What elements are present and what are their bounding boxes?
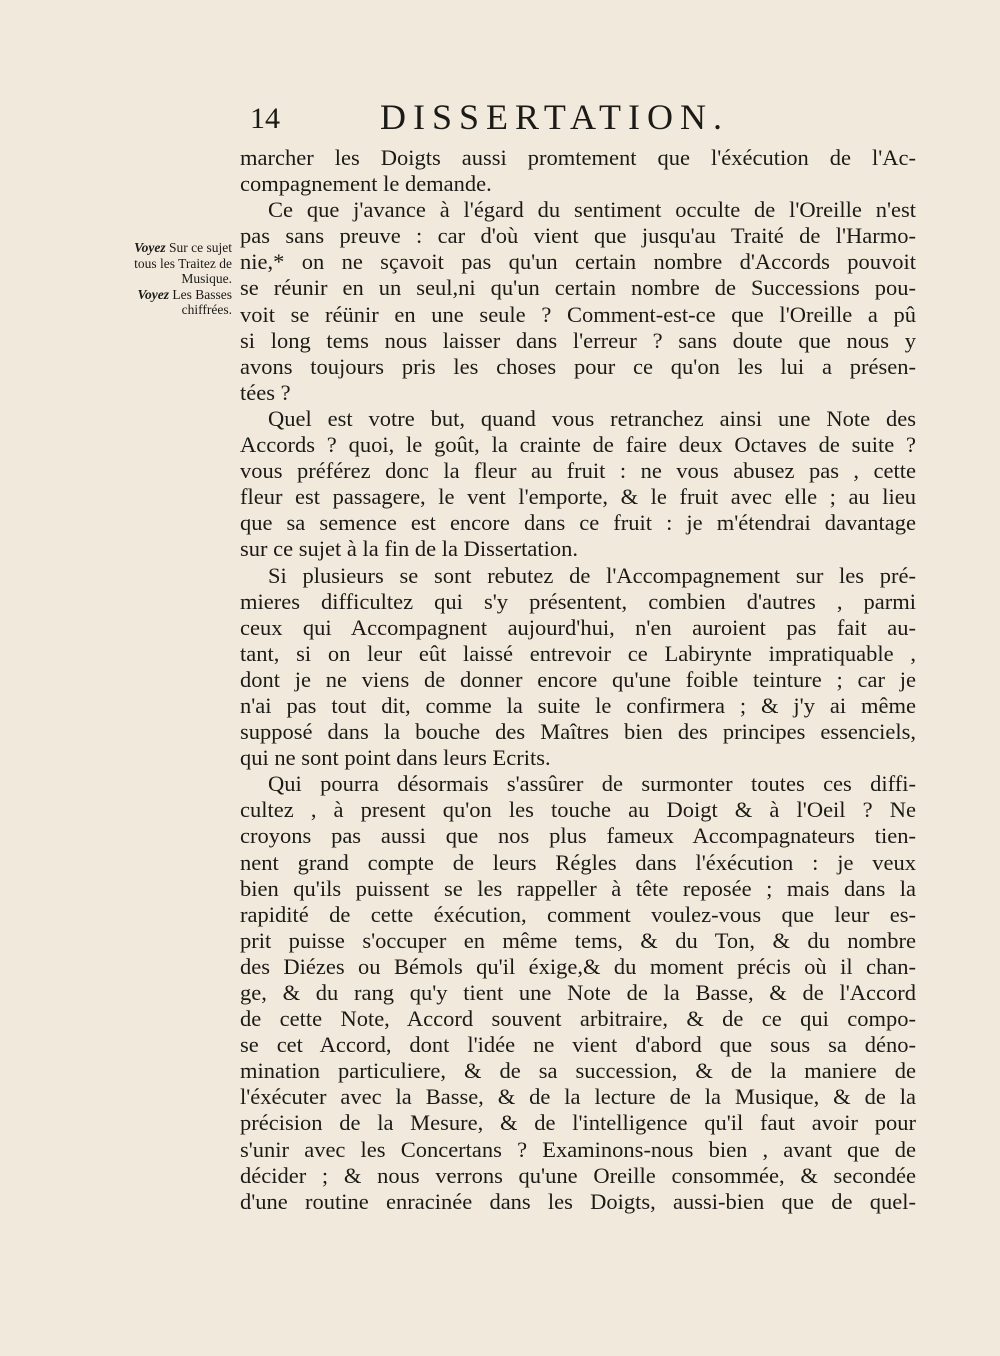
- margin-note-text: Les Basses chiffrées.: [169, 286, 232, 318]
- text-line: croyons pas aussi que nos plus fameux Accompagnateurs tien-: [240, 823, 916, 849]
- text-line: prit puisse s'occuper en même tems, & du Ton, & du nombre: [240, 927, 916, 953]
- page-header: [250, 96, 920, 140]
- margin-notes: [120, 240, 232, 318]
- text-line: tant, si on leur eût laissé entrevoir ce Labirynte impratiquable ,: [240, 640, 916, 666]
- text-line: supposé dans la bouche des Maîtres bien des principes essenciels,: [240, 719, 916, 745]
- text-line: l'éxécuter avec la Basse, & de la lecture de la Musique, & de la: [240, 1084, 916, 1110]
- margin-note-italic: Voyez: [137, 286, 169, 302]
- text-line: voit se réünir en une seule ? Comment-est-ce que l'Oreille a pû: [240, 301, 916, 327]
- page-number: 14: [250, 102, 280, 135]
- margin-note-text: Sur ce sujet tous les Traitez de Musique.: [134, 240, 232, 287]
- margin-note-italic: Voyez: [134, 240, 166, 255]
- text-line: nent grand compte de leurs Régles dans l'éxécution : je veux: [240, 849, 916, 875]
- text-line: rapidité de cette éxécution, comment voulez-vous que leur es-: [240, 901, 916, 927]
- text-line: précision de la Mesure, & de l'intelligence qu'il faut avoir pour: [240, 1110, 916, 1136]
- text-line: que sa semence est encore dans ce fruit : je m'étendrai davantage: [240, 510, 916, 536]
- margin-note: [120, 240, 232, 287]
- text-line: si long tems nous laisser dans l'erreur ? sans doute que nous y: [240, 327, 916, 353]
- text-line: s'unir avec les Concertans ? Examinons-nous bien , avant que de: [240, 1136, 916, 1162]
- text-line: ceux qui Accompagnent aujourd'hui, n'en auroient pas fait au-: [240, 614, 916, 640]
- text-line: se cet Accord, dont l'idée ne vient d'abord que sous sa déno-: [240, 1032, 916, 1058]
- text-line: d'une routine enracinée dans les Doigts, aussi-bien que de quel-: [240, 1188, 916, 1214]
- text-line: nie,* on ne sçavoit pas qu'un certain nombre d'Accords pouvoit: [240, 249, 916, 275]
- text-line: fleur est passagere, le vent l'emporte, & le fruit avec elle ; au lieu: [240, 484, 916, 510]
- text-line: ge, & du rang qu'y tient une Note de la Basse, & de l'Accord: [240, 980, 916, 1005]
- text-line: bien qu'ils puissent se les rappeller à tête reposée ; mais dans la: [240, 875, 916, 901]
- text-line: cultez , à present qu'on les touche au Doigt & à l'Oeil ? Ne: [240, 797, 916, 823]
- text-line: tées ?: [240, 379, 291, 405]
- body-text: [240, 145, 916, 1215]
- text-line: Qui pourra désormais s'assûrer de surmonter toutes ces diffi-: [268, 771, 916, 797]
- text-line: mination particuliere, & de sa succession, & de la maniere de: [240, 1058, 916, 1084]
- text-line: pas sans preuve : car d'où vient que jusqu'au Traité de l'Harmo-: [240, 223, 916, 249]
- text-line: sur ce sujet à la fin de la Dissertation.: [240, 536, 579, 562]
- text-line: vous préférez donc la fleur au fruit : ne vous abusez pas , cette: [240, 458, 916, 484]
- text-line: Ce que j'avance à l'égard du sentiment occulte de l'Oreille n'est: [268, 197, 916, 223]
- text-line: mieres difficultez qui s'y présentent, combien d'autres , parmi: [240, 588, 916, 614]
- running-title: DISSERTATION.: [380, 97, 729, 137]
- margin-note: [120, 287, 232, 318]
- text-line: Accords ? quoi, le goût, la crainte de faire deux Octaves de suite ?: [240, 432, 916, 458]
- text-line: de cette Note, Accord souvent arbitraire, & de ce qui compo-: [240, 1006, 916, 1032]
- text-line: compagnement le demande.: [240, 171, 492, 197]
- text-line: Quel est votre but, quand vous retranchez ainsi une Note des: [268, 405, 916, 431]
- text-line: Si plusieurs se sont rebutez de l'Accompagnement sur les pré-: [268, 562, 916, 588]
- text-line: n'ai pas tout dit, comme la suite le confirmera ; & j'y ai même: [240, 692, 916, 718]
- text-line: décider ; & nous verrons qu'une Oreille consommée, & secondée: [240, 1162, 916, 1188]
- text-line: des Diézes ou Bémols qu'il éxige,& du moment précis où il chan-: [240, 953, 916, 979]
- text-line: se réunir en un seul,ni qu'un certain nombre de Successions pou-: [240, 275, 916, 301]
- text-line: qui ne sont point dans leurs Ecrits.: [240, 745, 551, 771]
- text-line: dont je ne viens de donner encore qu'une foible teinture ; car je: [240, 666, 916, 692]
- text-line: avons toujours pris les choses pour ce qu'on les lui a présen-: [240, 353, 916, 379]
- text-line: marcher les Doigts aussi promtement que l'éxécution de l'Ac-: [240, 145, 916, 170]
